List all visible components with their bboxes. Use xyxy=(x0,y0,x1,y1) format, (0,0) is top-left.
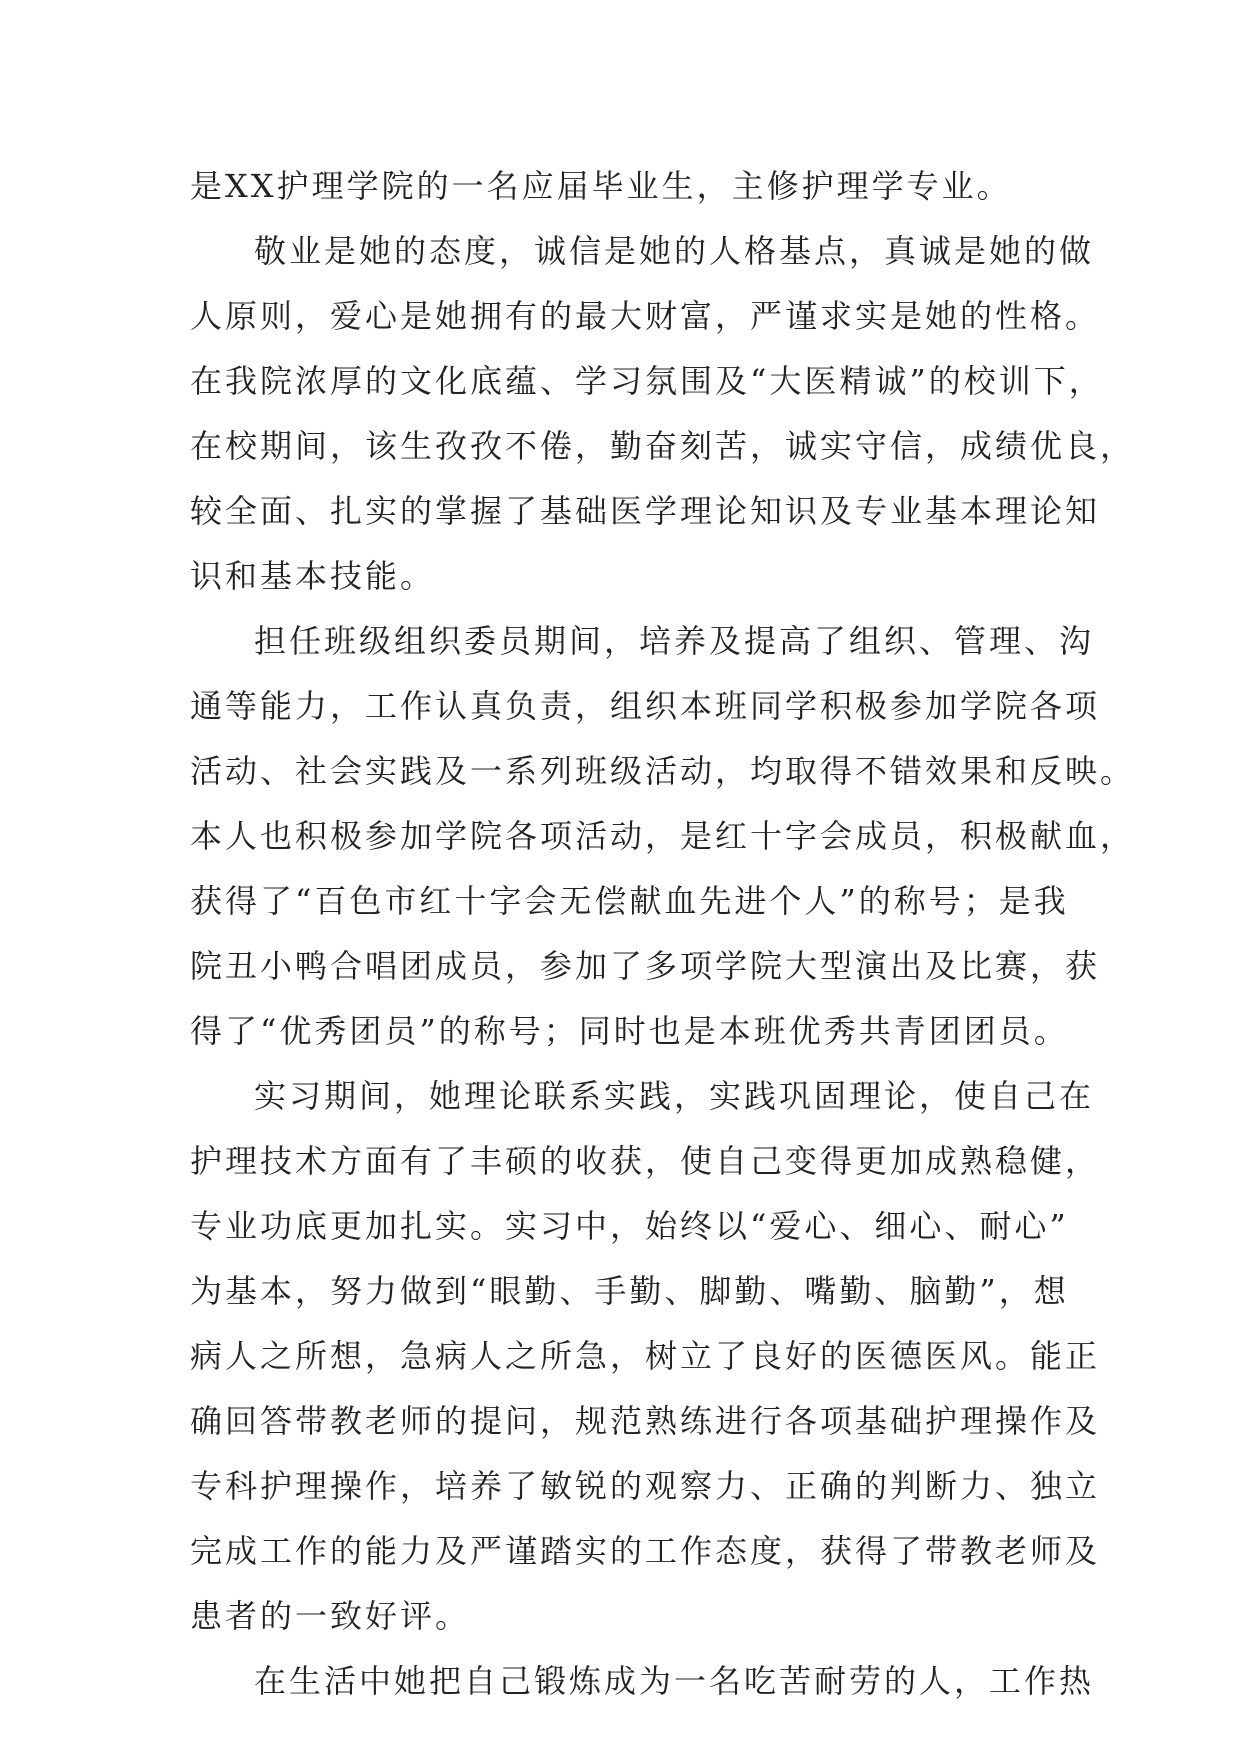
text-line: 获得了“百色市红十字会无偿献血先进个人”的称号；是我 xyxy=(190,882,1069,920)
document-body xyxy=(190,154,1136,1714)
paragraph-start-line: 在生活中她把自己锻炼成为一名吃苦耐劳的人，工作热 xyxy=(254,1662,1095,1700)
text-line: 院丑小鸭合唱团成员，参加了多项学院大型演出及比赛，获 xyxy=(190,947,1101,985)
paragraph-start-line: 敬业是她的态度，诚信是她的人格基点，真诚是她的做 xyxy=(254,232,1095,270)
text-line: 患者的一致好评。 xyxy=(190,1597,471,1635)
text-line: 完成工作的能力及严谨踏实的工作态度，获得了带教老师及 xyxy=(190,1532,1101,1570)
text-line: 护理技术方面有了丰硕的收获，使自己变得更加成熟稳健， xyxy=(190,1142,1101,1180)
text-line: 专科护理操作，培养了敏锐的观察力、正确的判断力、独立 xyxy=(190,1467,1101,1505)
text-line: 在我院浓厚的文化底蕴、学习氛围及“大医精诚”的校训下， xyxy=(190,362,1104,400)
text-line: 本人也积极参加学院各项活动，是红十字会成员，积极献血， xyxy=(190,817,1136,855)
text-line: 为基本，努力做到“眼勤、手勤、脚勤、嘴勤、脑勤”，想 xyxy=(190,1272,1069,1310)
paragraph-start-line: 担任班级组织委员期间，培养及提高了组织、管理、沟 xyxy=(254,622,1095,660)
text-line: 专业功底更加扎实。实习中，始终以“爱心、细心、耐心” xyxy=(190,1207,1069,1245)
text-line: 人原则，爱心是她拥有的最大财富，严谨求实是她的性格。 xyxy=(190,297,1101,335)
text-line: 确回答带教老师的提问，规范熟练进行各项基础护理操作及 xyxy=(190,1402,1101,1440)
text-line: 通等能力，工作认真负责，组织本班同学积极参加学院各项 xyxy=(190,687,1101,725)
paragraph-start-line: 实习期间，她理论联系实践，实践巩固理论，使自己在 xyxy=(254,1077,1095,1115)
text-line: 病人之所想，急病人之所急，树立了良好的医德医风。能正 xyxy=(190,1337,1101,1375)
text-line: 是XX护理学院的一名应届毕业生，主修护理学专业。 xyxy=(190,167,1012,205)
text-line: 在校期间，该生孜孜不倦，勤奋刻苦，诚实守信，成绩优良， xyxy=(190,427,1136,465)
text-line: 识和基本技能。 xyxy=(190,557,436,595)
text-line: 较全面、扎实的掌握了基础医学理论知识及专业基本理论知 xyxy=(190,492,1101,530)
text-line: 得了“优秀团员”的称号；同时也是本班优秀共青团团员。 xyxy=(190,1012,1069,1050)
text-line: 活动、社会实践及一系列班级活动，均取得不错效果和反映。 xyxy=(190,752,1136,790)
